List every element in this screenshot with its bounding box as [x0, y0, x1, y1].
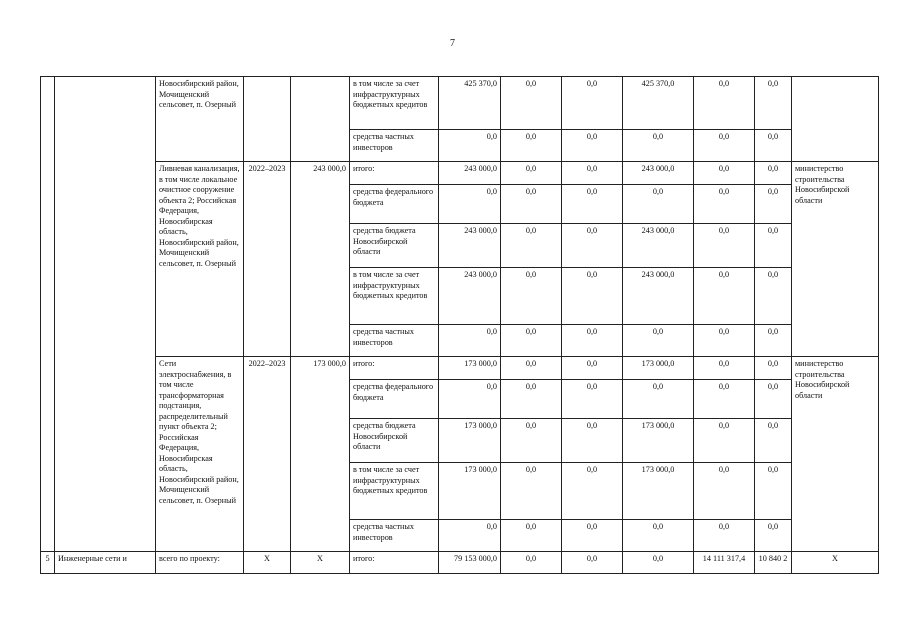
amount-cell: 0,0: [501, 224, 562, 268]
amount-cell: 243 000,0: [623, 268, 694, 325]
amount-cell: 0,0: [501, 520, 562, 552]
amount-cell: 0,0: [623, 185, 694, 224]
row-number-cell: 5: [41, 552, 55, 574]
period-cell: 2022–2023: [244, 357, 291, 552]
total-cost-cell: 173 000,0: [291, 357, 350, 552]
amount-cell: 0,0: [694, 463, 755, 520]
funding-source-cell: в том числе за счет инфраструктурных бюджетных кредитов: [350, 463, 439, 520]
amount-cell: 173 000,0: [439, 463, 501, 520]
amount-cell: 0,0: [562, 419, 623, 463]
funding-source-cell: в том числе за счет инфраструктурных бюджетных кредитов: [350, 268, 439, 325]
project-name-cell: Инженерные сети и: [55, 552, 156, 574]
amount-cell: 0,0: [623, 130, 694, 162]
amount-cell: 0,0: [623, 520, 694, 552]
financing-table: [40, 76, 879, 574]
amount-cell: 0,0: [439, 185, 501, 224]
total-cost-cell: 243 000,0: [291, 162, 350, 357]
amount-cell: 0,0: [562, 224, 623, 268]
amount-cell: 425 370,0: [623, 77, 694, 130]
amount-cell: 10 840 2: [755, 552, 792, 574]
amount-cell: 0,0: [694, 325, 755, 357]
funding-source-cell: средства федерального бюджета: [350, 380, 439, 419]
amount-cell: 0,0: [694, 268, 755, 325]
amount-cell: 0,0: [501, 268, 562, 325]
amount-cell: 0,0: [694, 380, 755, 419]
amount-cell: 0,0: [439, 380, 501, 419]
amount-cell: 0,0: [501, 419, 562, 463]
total-cost-cell: Х: [291, 552, 350, 574]
amount-cell: 0,0: [755, 268, 792, 325]
responsible-ministry: министерство строительства Новосибирской области: [792, 162, 879, 357]
amount-cell: 0,0: [694, 520, 755, 552]
amount-cell: 243 000,0: [439, 162, 501, 185]
funding-source-cell: средства бюджета Новосибирской области: [350, 419, 439, 463]
amount-cell: 0,0: [755, 419, 792, 463]
amount-cell: 0,0: [562, 162, 623, 185]
funding-source-cell: итого:: [350, 162, 439, 185]
page-number: 7: [450, 38, 455, 49]
amount-cell: 14 111 317,4: [694, 552, 755, 574]
amount-cell: 0,0: [755, 357, 792, 380]
amount-cell: 0,0: [562, 268, 623, 325]
amount-cell: 0,0: [562, 130, 623, 162]
amount-cell: 0,0: [501, 185, 562, 224]
amount-cell: 0,0: [501, 380, 562, 419]
object-description: Ливневая канализация, в том числе локальное очистное сооружение объекта 2; Российская Федерация, Новосибирская область, Новосибирский район, Мочищенский сельсовет, п. Озерный: [156, 162, 244, 357]
period-cell: Х: [244, 552, 291, 574]
amount-cell: 0,0: [501, 77, 562, 130]
amount-cell: 0,0: [694, 224, 755, 268]
amount-cell: 0,0: [755, 325, 792, 357]
funding-source-cell: средства бюджета Новосибирской области: [350, 224, 439, 268]
table-row: [41, 162, 879, 185]
amount-cell: 0,0: [755, 463, 792, 520]
amount-cell: 0,0: [439, 130, 501, 162]
responsible-ministry: Х: [792, 552, 879, 574]
amount-cell: 0,0: [755, 77, 792, 130]
amount-cell: 0,0: [562, 185, 623, 224]
funding-source-cell: средства частных инвесторов: [350, 520, 439, 552]
object-description: Сети электроснабжения, в том числе трансформаторная подстанция, распределительный пункт объекта 2; Российская Федерация, Новосибирская область, Новосибирский район, Мочищенский сельсовет, п. Озерный: [156, 357, 244, 552]
funding-source-cell: средства частных инвесторов: [350, 130, 439, 162]
amount-cell: 0,0: [694, 162, 755, 185]
amount-cell: 0,0: [562, 380, 623, 419]
amount-cell: 0,0: [562, 463, 623, 520]
funding-source-cell: средства частных инвесторов: [350, 325, 439, 357]
amount-cell: 0,0: [755, 130, 792, 162]
responsible-ministry: [792, 77, 879, 162]
period-cell: 2022–2023: [244, 162, 291, 357]
amount-cell: 0,0: [694, 130, 755, 162]
amount-cell: 0,0: [694, 77, 755, 130]
amount-cell: 0,0: [501, 162, 562, 185]
funding-source-cell: итого:: [350, 357, 439, 380]
amount-cell: 0,0: [694, 357, 755, 380]
amount-cell: 0,0: [623, 552, 694, 574]
amount-cell: 0,0: [501, 325, 562, 357]
amount-cell: 173 000,0: [623, 357, 694, 380]
amount-cell: 243 000,0: [439, 224, 501, 268]
amount-cell: 0,0: [501, 130, 562, 162]
amount-cell: 0,0: [694, 185, 755, 224]
object-description: всего по проекту:: [156, 552, 244, 574]
amount-cell: 0,0: [623, 380, 694, 419]
amount-cell: 0,0: [755, 224, 792, 268]
funding-source-cell: в том числе за счет инфраструктурных бюджетных кредитов: [350, 77, 439, 130]
table-row: [41, 552, 879, 574]
funding-source-cell: средства федерального бюджета: [350, 185, 439, 224]
amount-cell: 0,0: [501, 357, 562, 380]
amount-cell: 0,0: [562, 77, 623, 130]
amount-cell: 425 370,0: [439, 77, 501, 130]
amount-cell: 79 153 000,0: [439, 552, 501, 574]
table-row: [41, 77, 879, 130]
amount-cell: 173 000,0: [439, 419, 501, 463]
amount-cell: 173 000,0: [623, 463, 694, 520]
row-number-cell: [41, 77, 55, 552]
amount-cell: 0,0: [501, 552, 562, 574]
amount-cell: 173 000,0: [623, 419, 694, 463]
amount-cell: 0,0: [755, 162, 792, 185]
amount-cell: 0,0: [501, 463, 562, 520]
funding-source-cell: итого:: [350, 552, 439, 574]
period-cell: [244, 77, 291, 162]
amount-cell: 0,0: [562, 552, 623, 574]
amount-cell: 0,0: [623, 325, 694, 357]
amount-cell: 0,0: [755, 380, 792, 419]
amount-cell: 0,0: [755, 520, 792, 552]
table-row: [41, 357, 879, 380]
amount-cell: 0,0: [439, 325, 501, 357]
amount-cell: 243 000,0: [623, 162, 694, 185]
total-cost-cell: [291, 77, 350, 162]
amount-cell: 0,0: [755, 185, 792, 224]
responsible-ministry: министерство строительства Новосибирской области: [792, 357, 879, 552]
project-name-cell: [55, 77, 156, 552]
amount-cell: 0,0: [562, 357, 623, 380]
amount-cell: 173 000,0: [439, 357, 501, 380]
object-description: Новосибирский район, Мочищенский сельсовет, п. Озерный: [156, 77, 244, 162]
amount-cell: 243 000,0: [439, 268, 501, 325]
amount-cell: 243 000,0: [623, 224, 694, 268]
amount-cell: 0,0: [562, 520, 623, 552]
amount-cell: 0,0: [694, 419, 755, 463]
amount-cell: 0,0: [562, 325, 623, 357]
amount-cell: 0,0: [439, 520, 501, 552]
